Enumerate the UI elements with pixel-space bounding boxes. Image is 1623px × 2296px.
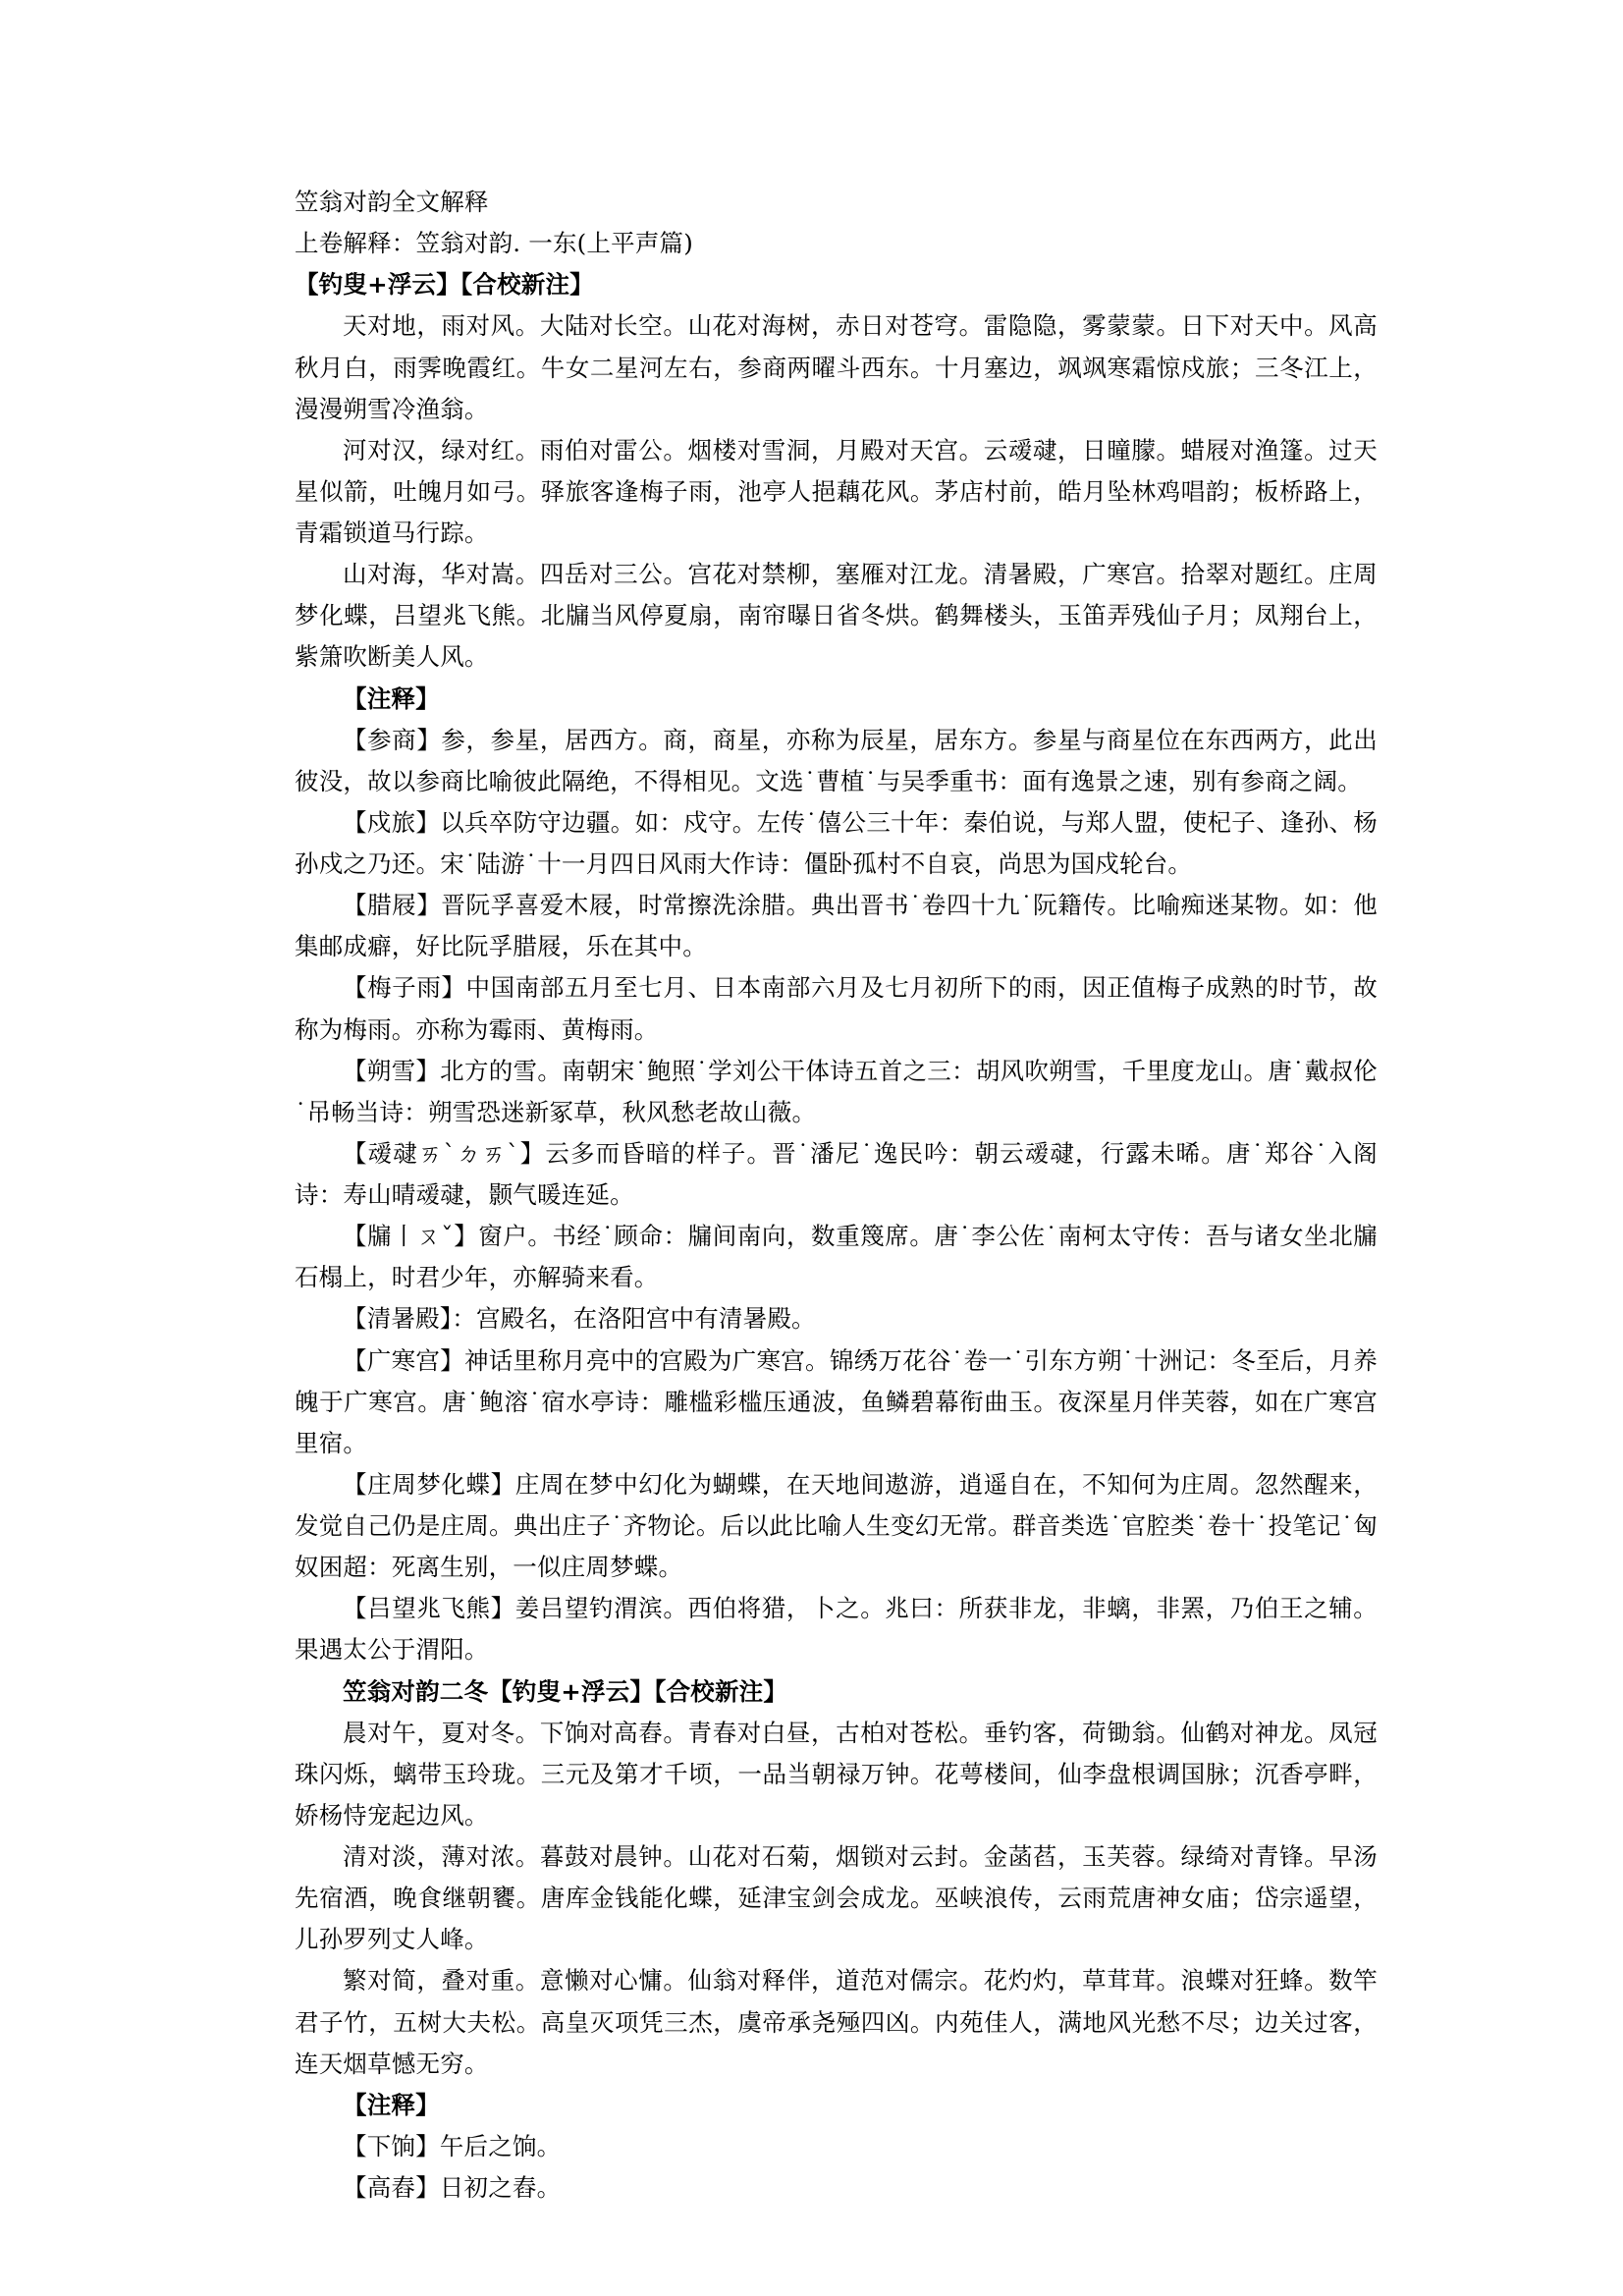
paragraph-note-shenshang: 【参商】参，参星，居西方。商，商星，亦称为辰星，居东方。参星与商星位在东西两方，此出彼没，故以参商比喻彼此隔绝，不得相见。文选˙曹植˙与吴季重书：面有逸景之速，别有参商之阔。 <box>295 725 1378 795</box>
paragraph-verse-3: 山对海，华对嵩。四岳对三公。宫花对禁柳，塞雁对江龙。清暑殿，广寒宫。拾翠对题红。庄周梦化蝶，吕望兆飞熊。北牖当风停夏扇，南帘曝日省冬烘。鹤舞楼头，玉笛弄残仙子月；凤翔台上，紫箫吹断美人风。 <box>295 560 1378 672</box>
paragraph-note-you: 【牖丨ㄡˇ】窗户。书经˙顾命：牖间南向，数重篾席。唐˙李公佐˙南柯太守传：吾与诸女坐北牖石榻上，时君少年，亦解骑来看。 <box>295 1222 1378 1292</box>
paragraph-notes-heading-2: 【注释】 <box>343 2090 440 2119</box>
paragraph-verse-1: 天对地，雨对风。大陆对长空。山花对海树，赤日对苍穹。雷隐隐，雾蒙蒙。日下对天中。风高秋月白，雨霁晚霞红。牛女二星河左右，参商两曜斗西东。十月塞边，飒飒寒霜惊戍旅；三冬江上，漫漫朔雪冷渔翁。 <box>295 311 1378 423</box>
paragraph-heading-yidong: 【钓叟+浮云】【合校新注】 <box>295 270 594 300</box>
paragraph-note-meiziyu: 【梅子雨】中国南部五月至七月、日本南部六月及七月初所下的雨，因正值梅子成熟的时节，故称为梅雨。亦称为霉雨、黄梅雨。 <box>295 973 1378 1044</box>
paragraph-note-shulv: 【戍旅】以兵卒防守边疆。如：戍守。左传˙僖公三十年：秦伯说，与郑人盟，使杞子、逢孙、杨孙戍之乃还。宋˙陆游˙十一月四日风雨大作诗：僵卧孤村不自哀，尚思为国戍轮台。 <box>295 807 1378 878</box>
paragraph-note-zhuangzhou: 【庄周梦化蝶】庄周在梦中幻化为蝴蝶，在天地间遨游，逍遥自在，不知何为庄周。忽然醒来，发觉自己仍是庄周。典出庄子˙齐物论。后以此比喻人生变幻无常。群音类选˙官腔类˙卷十˙投笔记˙匈奴困超：死离生别，一似庄周梦蝶。 <box>295 1469 1378 1582</box>
paragraph-notes-heading-1: 【注释】 <box>343 683 440 713</box>
paragraph-note-guanghangong: 【广寒宫】神话里称月亮中的宫殿为广寒宫。锦绣万花谷˙卷一˙引东方朔˙十洲记：冬至后，月养魄于广寒宫。唐˙鲍溶˙宿水亭诗：雕槛彩槛压通波，鱼鳞碧幕衔曲玉。夜深星月伴芙蓉，如在广寒宫里宿。 <box>295 1345 1378 1457</box>
paragraph-verse-6: 繁对简，叠对重。意懒对心慵。仙翁对释伴，道范对儒宗。花灼灼，草茸茸。浪蝶对狂蜂。数竿君子竹，五树大夫松。高皇灭项凭三杰，虞帝承尧殛四凶。内苑佳人，满地风光愁不尽；边关过客，连天烟草憾无穷。 <box>295 1966 1378 2078</box>
paragraph-note-laji: 【腊屐】晋阮孚喜爱木屐，时常擦洗涂腊。典出晋书˙卷四十九˙阮籍传。比喻痴迷某物。如：他集邮成癖，好比阮孚腊屐，乐在其中。 <box>295 891 1378 961</box>
paragraph-verse-2: 河对汉，绿对红。雨伯对雷公。烟楼对雪洞，月殿对天宫。云叆叇，日曈朦。蜡屐对渔篷。过天星似箭，吐魄月如弓。驿旅客逢梅子雨，池亭人挹藕花风。茅店村前，皓月坠林鸡唱韵；板桥路上，青霜锁道马行踪。 <box>295 435 1378 547</box>
paragraph-verse-4: 晨对午，夏对冬。下饷对高舂。青春对白昼，古柏对苍松。垂钓客，荷锄翁。仙鹤对神龙。凤冠珠闪烁，螭带玉玲珑。三元及第才千顷，一品当朝禄万钟。花萼楼间，仙李盘根调国脉；沉香亭畔，娇杨恃宠起边风。 <box>295 1718 1378 1830</box>
paragraph-note-lvwang: 【吕望兆飞熊】姜吕望钓渭滨。西伯将猎，卜之。兆曰：所获非龙，非螭，非罴，乃伯王之辅。果遇太公于渭阳。 <box>295 1594 1378 1665</box>
paragraph-note-aidai: 【叆叇ㄞˋㄉㄞˋ】云多而昏暗的样子。晋˙潘尼˙逸民吟：朝云叆叇，行露未晞。唐˙郑谷˙入阁诗：寿山晴叆叇，颢气暖连延。 <box>295 1138 1378 1209</box>
paragraph-note-shuoxue: 【朔雪】北方的雪。南朝宋˙鲍照˙学刘公干体诗五首之三：胡风吹朔雪，千里度龙山。唐˙戴叔伦˙吊畅当诗：朔雪恐迷新冢草，秋风愁老故山薇。 <box>295 1056 1378 1126</box>
paragraph-verse-5: 清对淡，薄对浓。暮鼓对晨钟。山花对石菊，烟锁对云封。金菡萏，玉芙蓉。绿绮对青锋。早汤先宿酒，晚食继朝饔。唐库金钱能化蝶，延津宝剑会成龙。巫峡浪传，云雨荒唐神女庙；岱宗遥望，儿孙罗列丈人峰。 <box>295 1842 1378 1954</box>
paragraph-note-qingshudian: 【清暑殿】：宫殿名，在洛阳宫中有清暑殿。 <box>343 1304 816 1334</box>
paragraph-note-xiaxiang: 【下饷】午后之饷。 <box>343 2131 562 2160</box>
document-body <box>295 182 1378 2209</box>
paragraph-title: 笠翁对韵全文解释 <box>295 188 489 216</box>
paragraph-subtitle: 上卷解释：笠翁对韵. 一东(上平声篇) <box>295 229 693 258</box>
paragraph-note-gaochong: 【高舂】日初之舂。 <box>343 2173 562 2202</box>
paragraph-heading-erdong: 笠翁对韵二冬【钓叟+浮云】【合校新注】 <box>343 1676 788 1706</box>
